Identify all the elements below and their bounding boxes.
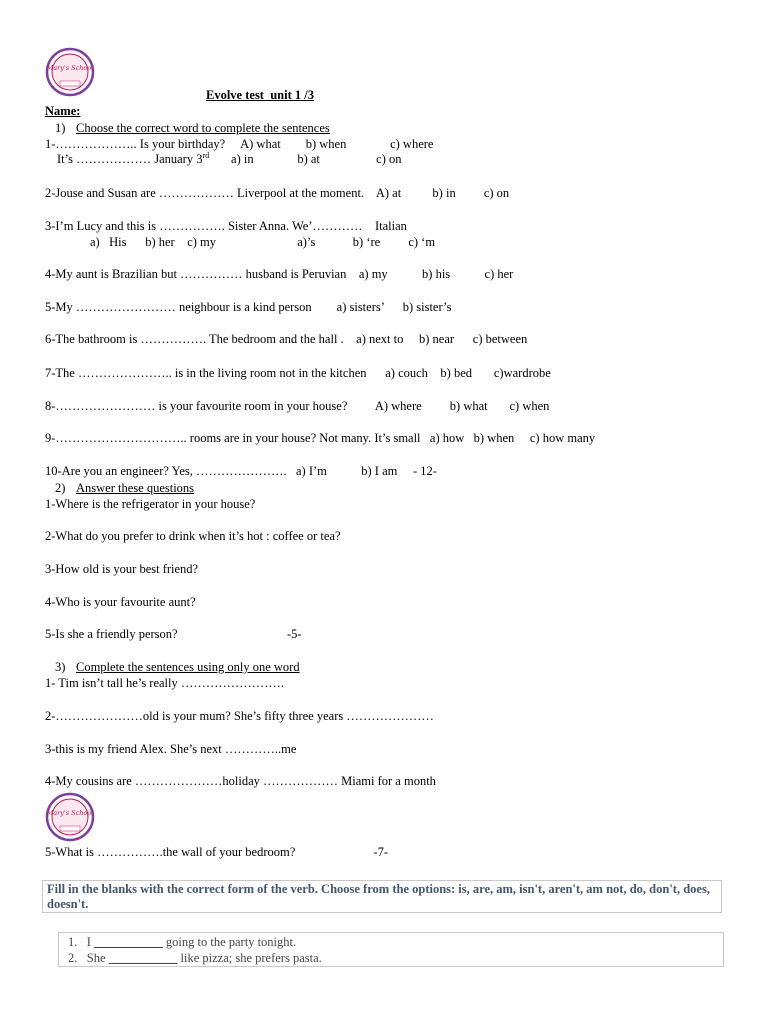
- question-2: 2-Jouse and Susan are ……………… Liverpool at the moment. A) at b) in c) on: [45, 186, 510, 200]
- open-question-5: 5-Is she a friendly person? -5-: [45, 627, 302, 641]
- complete-sentence-3: 3-this is my friend Alex. She’s next …………..me: [45, 742, 297, 756]
- question-7: 7-The ………………….. is in the living room not in the kitchen a) couch b) bed c)wardrobe: [45, 366, 551, 380]
- fill-in-list: [58, 932, 724, 967]
- section-2-number: 2): [55, 481, 66, 495]
- question-3: 3-I’m Lucy and this is ……………. Sister Anna. We’………… Italian: [45, 219, 407, 233]
- question-3-options: a) His b) her c) my a)’s b) ‘re c) ‘m: [90, 235, 436, 249]
- question-4: 4-My aunt is Brazilian but …………… husband is Peruvian a) my b) his c) her: [45, 267, 514, 281]
- section-3-heading: Complete the sentences using only one word: [76, 660, 300, 674]
- school-logo-second: [45, 792, 95, 842]
- question-1b-text: It’s ……………… January 3: [57, 152, 203, 166]
- name-label: Name:: [45, 104, 81, 118]
- complete-sentence-4: 4-My cousins are …………………holiday ……………… Miami for a month: [45, 774, 436, 788]
- svg-text:Mary's School: Mary's School: [46, 809, 94, 817]
- question-5: 5-My …………………… neighbour is a kind person a) sisters’ b) sister’s: [45, 300, 452, 314]
- section-1-heading: Choose the correct word to complete the sentences: [76, 121, 330, 135]
- list-item: [68, 950, 322, 966]
- question-9: 9-………………………….. rooms are in your house? Not many. It’s small a) how b) when c) how many: [45, 431, 596, 445]
- instruction-text: Fill in the blanks with the correct form of the verb. Choose from the options: is, are, am, isn't, aren't, am not, do, don't, does, doesn't.: [47, 882, 710, 911]
- question-1b-options: a) in b) at c) on: [209, 152, 402, 166]
- question-8: 8-…………………… is your favourite room in your house? A) where b) what c) when: [45, 399, 550, 413]
- item-number: 2.: [68, 951, 78, 965]
- school-logo: [45, 47, 95, 97]
- complete-sentence-1: 1- Tim isn’t tall he’s really …………………….: [45, 676, 285, 690]
- open-question-2: 2-What do you prefer to drink when it’s hot : coffee or tea?: [45, 529, 341, 543]
- open-question-4: 4-Who is your favourite aunt?: [45, 595, 196, 609]
- instruction-box: [42, 880, 722, 913]
- item-text: I: [86, 935, 95, 949]
- question-6: 6-The bathroom is ……………. The bedroom and the hall . a) next to b) near c) between: [45, 332, 528, 346]
- item-text: going to the party tonight.: [162, 935, 297, 949]
- section-1-number: 1): [55, 121, 66, 135]
- complete-sentence-2: 2-…………………old is your mum? She’s fifty three years …………………: [45, 709, 434, 723]
- open-question-1: 1-Where is the refrigerator in your house?: [45, 497, 256, 511]
- ordinal-suffix: rd: [202, 150, 210, 160]
- blank-line[interactable]: ___________: [108, 951, 178, 965]
- question-1: 1-……………….. Is your birthday? A) what b) when c) where: [45, 137, 434, 151]
- item-text: She: [86, 951, 109, 965]
- page-title: Evolve test unit 1 /3: [206, 88, 314, 102]
- open-question-3: 3-How old is your best friend?: [45, 562, 199, 576]
- list-item: [68, 934, 296, 950]
- item-number: 1.: [68, 935, 78, 949]
- blank-line[interactable]: ___________: [94, 935, 163, 949]
- svg-text:Mary's School: Mary's School: [46, 64, 94, 72]
- section-3-number: 3): [55, 660, 66, 674]
- section-2-heading: Answer these questions: [76, 481, 195, 495]
- question-10: 10-Are you an engineer? Yes, …………………. a) I’m b) I am - 12-: [45, 464, 437, 478]
- question-1-line-2: [57, 152, 401, 167]
- complete-sentence-5: 5-What is …………….the wall of your bedroom? -7-: [45, 845, 388, 859]
- item-text: like pizza; she prefers pasta.: [177, 951, 322, 965]
